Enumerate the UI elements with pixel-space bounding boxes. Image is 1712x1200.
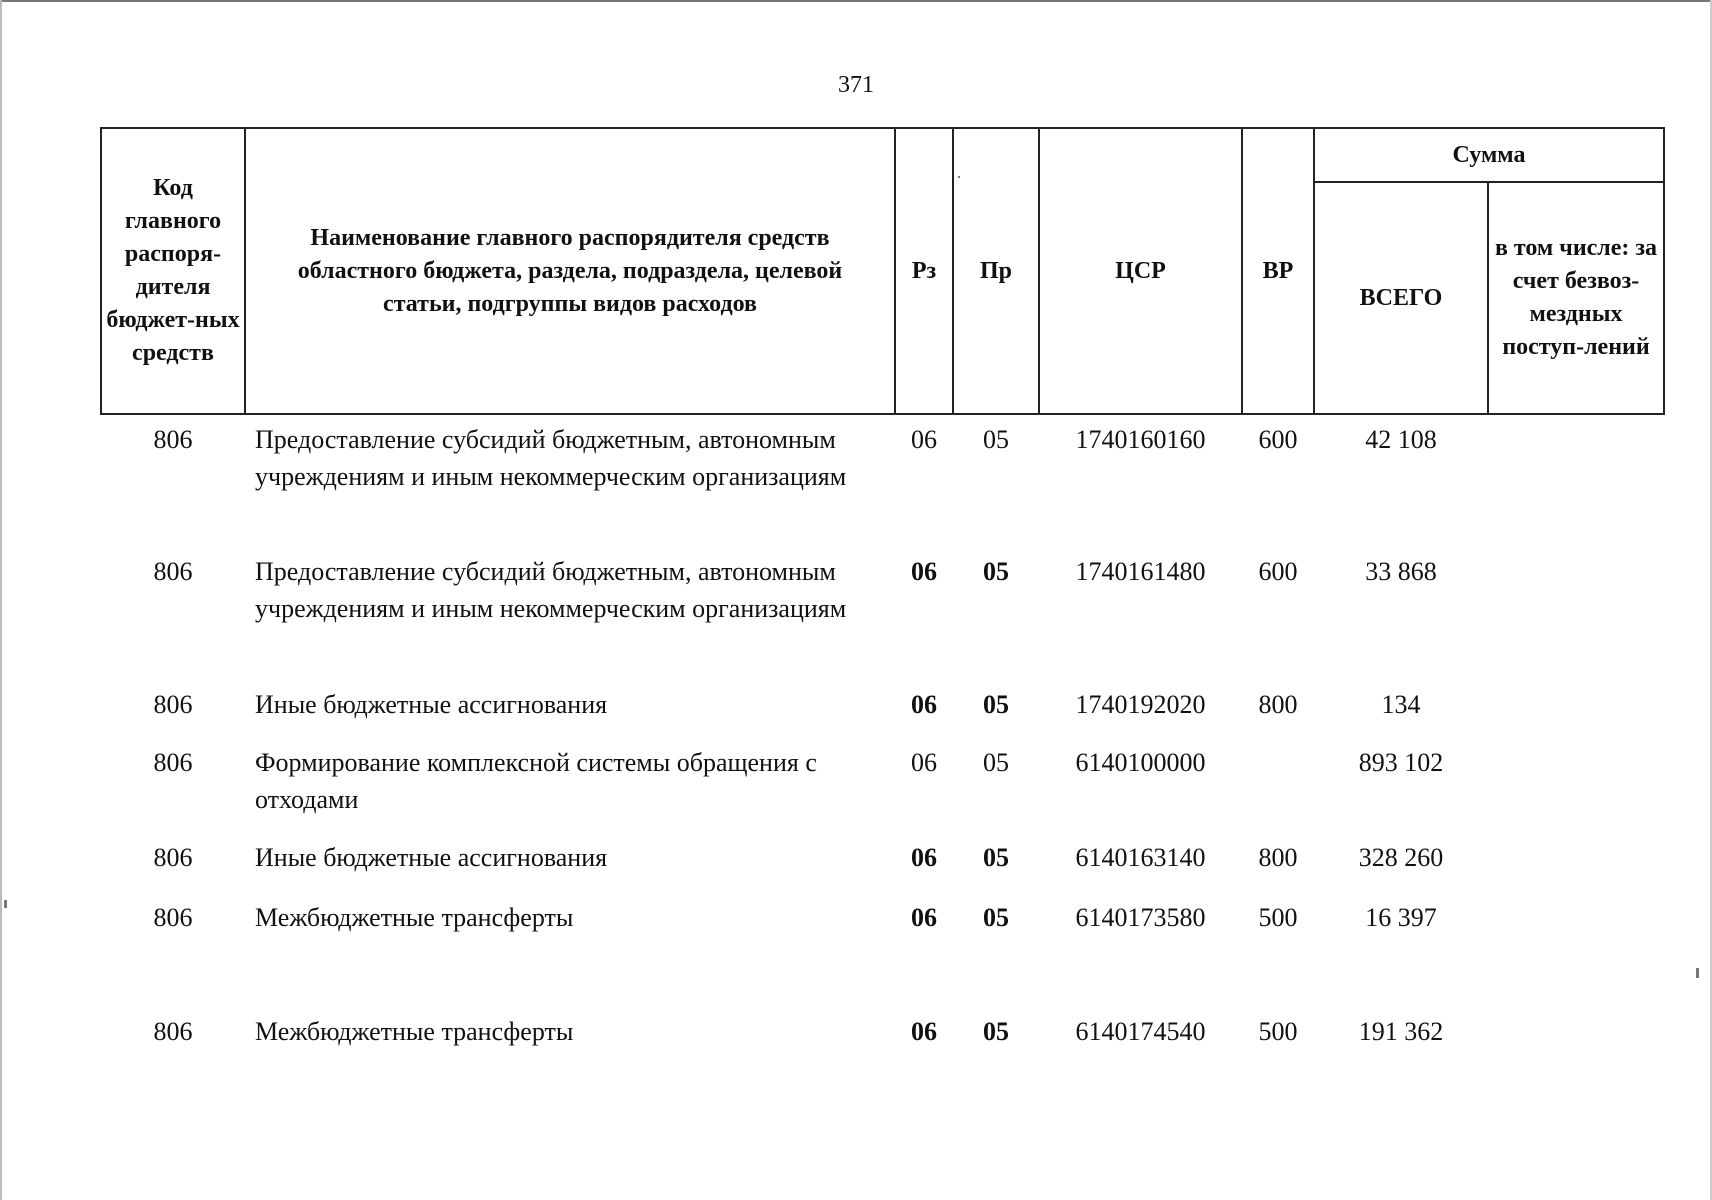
cell-name: Формирование комплексной системы обращения с отходами [255,748,817,814]
table-header [101,128,1664,414]
header-total: ВСЕГО [1314,182,1488,414]
cell-pr: 05 [983,690,1009,719]
cell-pr: 05 [983,903,1009,932]
cell-incl [1488,414,1664,547]
table-row [101,1007,1664,1067]
cell-csr: 6140174540 [1075,1017,1206,1046]
cell-rz: 06 [911,425,937,454]
cell-name: Межбюджетные трансферты [255,1017,574,1046]
cell-pr: 05 [983,843,1009,872]
cell-rz: 06 [911,1017,937,1046]
cell-name: Предоставление субсидий бюджетным, автономным учреждениям и иным некоммерческим организациям [255,557,847,623]
cell-code: 806 [153,1017,193,1046]
scan-edge-top [0,0,1712,2]
scan-speck [4,900,7,908]
cell-total: 16 397 [1365,903,1437,932]
cell-total: 134 [1381,690,1421,719]
cell-total: 328 260 [1358,843,1444,872]
cell-csr: 1740161480 [1075,557,1206,586]
header-name: Наименование главного распорядителя средств областного бюджета, раздела, подраздела, целевой статьи, подгруппы видов расходов [245,128,895,414]
cell-vr: 800 [1258,843,1298,872]
table-row [101,680,1664,738]
cell-pr: 05 [983,425,1009,454]
cell-vr: 600 [1258,425,1298,454]
table-row [101,547,1664,680]
header-vr: ВР [1242,128,1314,414]
cell-total: 33 868 [1365,557,1437,586]
cell-total: 42 108 [1365,425,1437,454]
cell-code: 806 [153,557,193,586]
cell-csr: 6140173580 [1075,903,1206,932]
table-row [101,414,1664,547]
cell-csr: 1740160160 [1075,425,1206,454]
header-incl: в том числе: за счет безвоз-мездных поступ-лений [1488,182,1664,414]
cell-rz: 06 [911,557,937,586]
scan-edge-left [0,0,2,1200]
cell-csr: 6140100000 [1075,748,1206,777]
cell-name: Межбюджетные трансферты [255,903,574,932]
header-code: Код главного распоря-дителя бюджет-ных средств [101,128,245,414]
cell-code: 806 [153,690,193,719]
scan-speck [958,176,960,178]
header-pr: Пр [953,128,1039,414]
cell-vr: 600 [1258,557,1298,586]
cell-pr: 05 [983,557,1009,586]
header-csr: ЦСР [1039,128,1242,414]
cell-vr: 500 [1258,1017,1298,1046]
scan-speck [1696,968,1699,978]
cell-incl [1488,893,1664,1007]
table-body [101,414,1664,1067]
cell-total: 893 102 [1358,748,1444,777]
header-sum: Сумма [1314,128,1664,182]
cell-rz: 06 [911,843,937,872]
header-rz: Рз [895,128,953,414]
table-row [101,833,1664,893]
cell-csr: 1740192020 [1075,690,1206,719]
cell-code: 806 [153,748,193,777]
cell-name: Иные бюджетные ассигнования [255,843,608,872]
cell-code: 806 [153,903,193,932]
budget-table [100,127,1665,1067]
cell-code: 806 [153,425,193,454]
cell-incl [1488,833,1664,893]
page-number: 371 [838,72,874,98]
cell-csr: 6140163140 [1075,843,1206,872]
cell-code: 806 [153,843,193,872]
cell-vr: 500 [1258,903,1298,932]
cell-pr: 05 [983,748,1009,777]
cell-rz: 06 [911,903,937,932]
cell-rz: 06 [911,690,937,719]
cell-total: 191 362 [1358,1017,1444,1046]
cell-incl [1488,738,1664,833]
cell-vr: 800 [1258,690,1298,719]
table-row [101,738,1664,833]
cell-incl [1488,547,1664,680]
cell-incl [1488,1007,1664,1067]
cell-vr [1242,738,1314,833]
cell-incl [1488,680,1664,738]
cell-rz: 06 [911,748,937,777]
table-row [101,893,1664,1007]
cell-name: Иные бюджетные ассигнования [255,690,608,719]
cell-name: Предоставление субсидий бюджетным, автономным учреждениям и иным некоммерческим организациям [255,425,847,491]
cell-pr: 05 [983,1017,1009,1046]
